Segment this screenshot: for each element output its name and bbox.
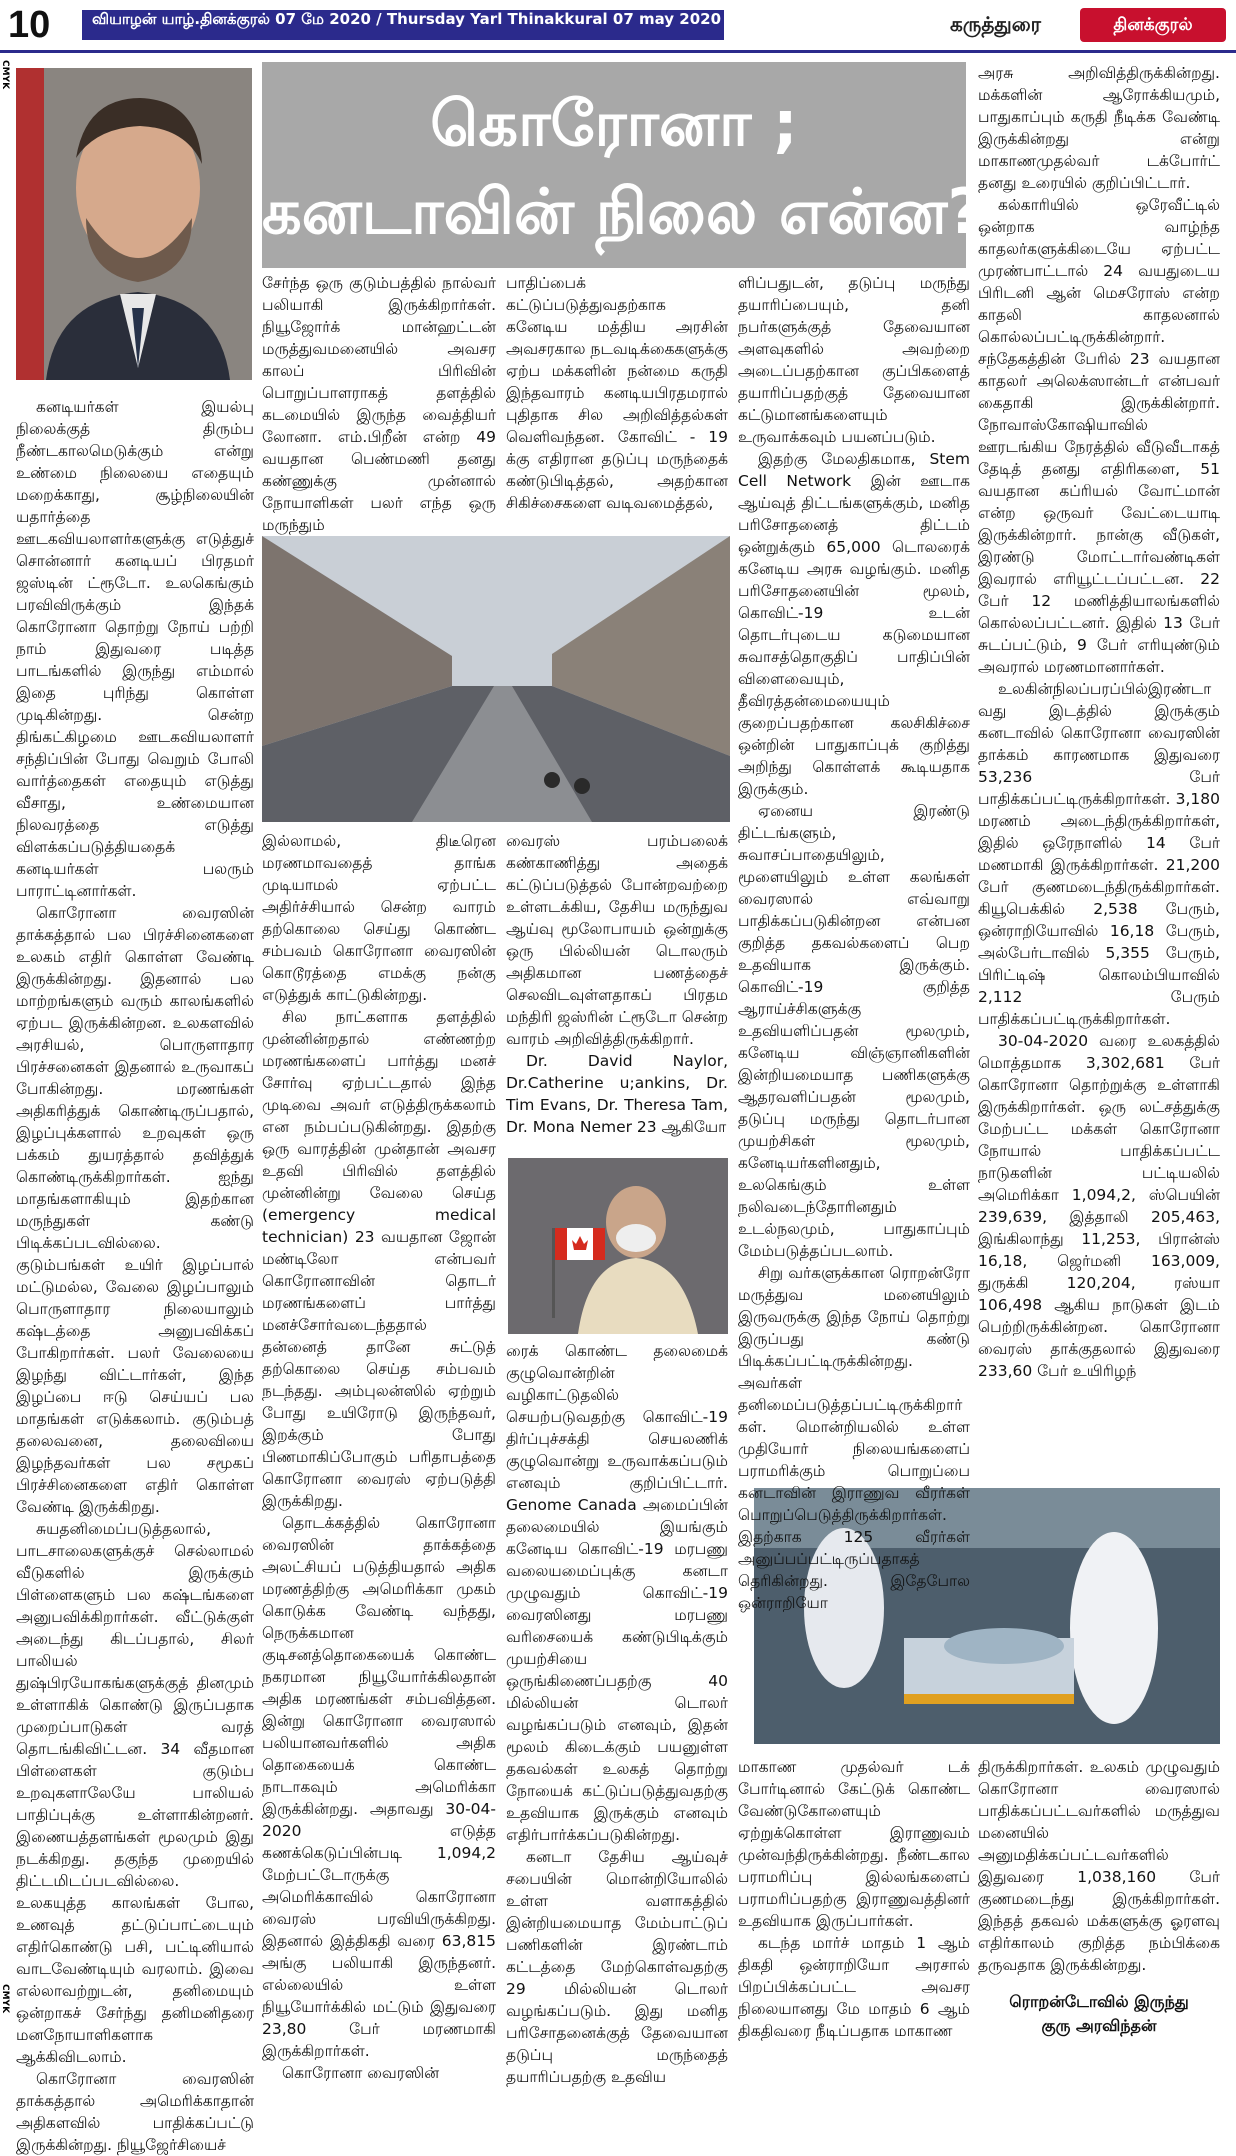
article-column-5-top — [978, 62, 1220, 1478]
newspaper-logo: தினக்குரல் — [1080, 8, 1226, 42]
paragraph: 30-04-2020 வரை உலகத்தில் மொத்தமாக 3,302,681 பேர் கொரோனா தொற்றுக்கு உள்ளாகி இருக்கிறார்கள். ஒரு லட்சத்துக்கு மேற்பட்ட மக்கள் கொரோனா நோயால் பாதிக்கப்பட்ட நாடுகளின் பட்டியலில் அமெரிக்கா 1,094,2, ஸ்பெயின் 239,639, இத்தாலி 205,463, இங்கிலாந்து 11,253, பிரான்ஸ் 16,18, ஜெர்மனி 163,009, துருக்கி 120,204, ரஸ்யா 106,498 ஆகிய நாடுகள் இடம் பெற்றிருக்கின்றன. கொரோனா வைரஸ் தாக்குதலால் இதுவரை 233,60 பேர் உயிரிழந் — [978, 1032, 1220, 1380]
paragraph: சேர்ந்த ஒரு குடும்பத்தில் நால்வர் பலியாகி இருக்கிறார்கள். நியூஜோர்க் மான்ஹட்டன் மருத்துவமனையில் அவசர காலப் பிரிவின் பொறுப்பாளராகத் தளத்தில் கடமையில் இருந்த வைத்தியர் லோனா. எம்.பிறீன் என்ற 49 வயதான பெண்மணி தனது கண்ணுக்கு முன்னால் நோயாளிகள் பலர் எந்த ஒரு மருந்தும் — [262, 274, 496, 534]
article-column-2-bottom — [262, 830, 496, 2082]
paragraph: கல்காரியில் ஒரேவீட்டில் ஒன்றாக வாழ்ந்த காதலர்களுக்கிடையே ஏற்பட்ட முரண்பாட்டால் 24 வயதுடைய பிரிடனி ஆன் மெசரோஸ் என்ற காதலி காதலனால் கொல்லப்பட்டிருக்கின்றார். சந்தேகத்தின் பேரில் 23 வயதான காதலர் அலெக்ஸான்டர் என்பவர் கைதாகி இருக்கின்றார். நோவாஸ்கோஷியாவில் ஊரடங்கிய நேரத்தில் வீடுவீடாகத் தேடித் தனது எதிரிகளை, 51 வயதான கப்ரியல் வோட்மான் என்ற ஒருவர் வேட்டையாடி இருக்கின்றார். நான்கு வீடுகள், இரண்டு மோட்டார்வண்டிகள் இவரால் எரியூட்டப்பட்டன. 22 பேர் 12 மணித்தியாலங்களில் கொல்லப்பட்டனர். இதில் 13 பேர் சுடப்பட்டும், 9 பேர் எரியுண்டும் அவரால் மரணமானார்கள். — [978, 196, 1220, 676]
portrait-illustration — [16, 68, 252, 380]
paragraph: உலகின்நிலப்பரப்பில்இரண்டாவது இடத்தில் இருக்கும் கனடாவில் கொரோனா வைரஸின் தாக்கம் காரணமாக இதுவரை 53,236 பேர் பாதிக்கப்பட்டிருக்கிறார்கள். 3,180 மரணம் அடைந்திருக்கிறார்கள், இதில் ஒரேநாளில் 14 பேர் மணமாகி இருக்கிறார்கள். 21,200 பேர் குணமடைந்திருக்கிறார்கள். கியூபெக்கில் 2,538 பேரும், ஒன்ராறியோவில் 16,18 பேரும், அல்பேர்டாவில் 5,355 பேரும், பிரிட்டிஷ் கொலம்பியாவில் 2,112 பேரும் பாதிக்கப்பட்டிருக்கிறார்கள். — [978, 680, 1220, 1028]
paragraph: கடந்த மார்ச் மாதம் 1 ஆம் திகதி ஒன்ராறியோ அரசால் பிறப்பிக்கப்பட்ட அவசர நிலையானது மே மாதம் 6 ஆம் திகதிவரை நீடிப்பதாக மாகாண — [738, 1934, 970, 2040]
registration-mark-bottom — [0, 1984, 12, 2016]
paragraph: இதற்கு மேலதிகமாக, Stem Cell Network இன் ஊடாக ஆய்வுத் திட்டங்களுக்கும், மனித பரிசோதனைத் திட்டம் ஒன்றுக்கும் 65,000 டொலரைக் கனேடிய அரசு வழங்கும். மனித பரிசோதனையின் மூலம், கொவிட்-19 உடன் தொடர்புடைய கடுமையான சுவாசத்தொகுதிப் பாதிப்பின் விளைவையும், தீவிரத்தன்மையையும் குறைப்பதற்கான கலசிகிச்சை ஒன்றின் பாதுகாப்புக் குறித்து அறிந்து கொள்ளக் கூடியதாக இருக்கும். — [738, 450, 970, 798]
paragraph: கொரோனா வைரஸின் தாக்கத்தால் பல பிரச்சினைகளை உலகம் எதிர் கொள்ள வேண்டி இருக்கின்றது. இதனால் பல மாற்றங்களும் வரும் காலங்களில் ஏற்பட இருக்கின்றன. உலகளவில் அரசியல், பொருளாதார பிரச்சனைகள் இதனால் உருவாகப் போகின்றது. மரணங்கள் அதிகரித்துக் கொண்டிருப்பதால், இழப்புக்களால் உறவுகள் ஒரு பக்கம் துயரத்தால் தவித்துக் கொண்டிருக்கிறார்கள். ஐந்து மாதங்களாகியும் இதற்கான மருந்துகள் கண்டு பிடிக்கப்படவில்லை. குடும்பங்கள் உயிர் இழப்பால் மட்டுமல்ல, வேலை இழப்பாலும் பொருளாதார நிலையாலும் கஷ்டத்தை அனுபவிக்கப் போகிறார்கள். பலர் வேலையை இழந்து விட்டார்கள், இந்த இழப்பை ஈடு செய்யப் பல மாதங்கள் எடுக்கலாம். குடும்பத் தலைவனை, தலைவியை இழந்தவர்கள் பல சமூகப் பிரச்சினைகளை எதிர் கொள்ள வேண்டி இருக்கிறது. — [16, 904, 254, 1516]
headline-line-2: கனடாவின் நிலை என்ன? — [262, 175, 984, 248]
masked-person-illustration — [508, 1158, 728, 1334]
section-name: கருத்துரை — [950, 12, 1041, 36]
paragraph: சில நாட்களாக தளத்தில் முன்னின்றதால் எண்ணற்ற மரணங்களைப் பார்த்து மனச் சோர்வு ஏற்பட்டதால் இந்த முடிவை அவர் எடுத்திருக்கலாம் என நம்பப்படுகின்றது. இதற்கு ஒரு வாரத்தின் முன்தான் அவசர உதவி பிரிவில் தளத்தில் முன்னின்று வேலை செய்த (emergency medical technician) 23 வயதான ஜோன் மண்டிலோ என்பவர் கொரோனாவின் தொடர் மரணங்களைப் பார்த்து மனச்சோர்வடைந்ததால் தன்னைத் தானே சுட்டுத் தற்கொலை செய்த சம்பவம் நடந்தது. அம்புலன்ஸில் ஏற்றும் போது உயிரோடு இருந்தவர், இறக்கும் போது பிணமாகிப்போகும் பரிதாபத்தை கொரோனா வைரஸ் ஏற்படுத்தி இருக்கிறது. — [262, 1008, 496, 1510]
page-number: 10 — [8, 4, 51, 46]
paragraph: தொடக்கத்தில் கொரோனா வைரஸின் தாக்கத்தை அலட்சியப் படுத்தியதால் அதிக மரணத்திற்கு அமெரிக்கா முகம் கொடுக்க வேண்டி வந்தது, நெருக்கமான குடிசனத்தொகையைக் கொண்ட நகரமான நியூயோர்க்கிலதான் அதிக மரணங்கள் சம்பவித்தன. இன்று கொரோனா வைரஸால் பலியானவர்களில் அதிக தொகையைக் கொண்ட நாடாகவும் அமெரிக்கா இருக்கின்றது. அதாவது 30-04-2020 எடுத்த கணக்கெடுப்பின்படி 1,094,2 மேற்பட்டோருக்கு அமெரிக்காவில் கொரோனா வைரஸ் பரவியிருக்கிறது. இதனால் இத்திகதி வரை 63,815 அங்கு பலியாகி இருந்தனர். எல்லையில் உள்ள நியூயோர்க்கில் மட்டும் இதுவரை 23,80 பேர் மரணமாகி இருக்கிறார்கள். — [262, 1514, 496, 2060]
byline-location: ரொறன்டோவில் இருந்து — [1009, 1992, 1189, 2011]
paragraph: கொரோனா வைரஸின் — [282, 2064, 440, 2082]
article-column-1 — [16, 396, 254, 2154]
masthead-rule — [0, 50, 1236, 53]
paragraph: ளிப்பதுடன், தடுப்பு மருந்து தயாரிப்பையும், தனி நபர்களுக்குத் தேவையான அளவுகளில் அவற்றை அடைப்பதற்கான குப்பிகளைத் தயாரிப்பதற்குத் தேவையான கட்டுமானங்களையும் உருவாக்கவும் பயனப்படும். — [738, 274, 970, 446]
article-column-3-middle — [506, 830, 728, 1150]
paragraph: பாதிப்பைக் கட்டுப்படுத்துவதற்காக கனேடிய மத்திய அரசின் அவசரகால நடவடிக்கைகளுக்கு ஏற்ப மக்களின் நன்மை கருதி இந்தவாரம் கனடியபிரதமரால் புதிதாக சில அறிவித்தல்கள் வெளிவந்தன. கோவிட் - 19 க்கு எதிரான தடுப்பு மருந்தைக் கண்டுபிடித்தல், அதற்கான சிகிச்சைகளை வடிவமைத்தல், — [506, 274, 728, 512]
paragraph: சிறு வர்களுக்கான ரொறன்ரோ மருத்துவ மனையிலும் இருவருக்கு இந்த நோய் தொற்று இருப்பது கண்டு பிடிக்கப்பட்டிருக்கின்றது. அவர்கள் தனிமைப்படுத்தப்பட்டிருக்கிறார்கள். மொன்றியலில் உள்ள முதியோர் நிலையங்களைப் பராமரிக்கும் பொறுப்பை கனடாவின் இராணுவ வீரர்கள் பொறுப்பெடுத்திருக்கிறார்கள். இதற்காக 125 வீரர்கள் அனுப்பப்பட்டிருப்பதாகத் தெரிகின்றது. இதேபோல ஒன்ராறியோ — [738, 1264, 970, 1612]
paragraph: இல்லாமல், திடீரென மரணமாவதைத் தாங்க முடியாமல் ஏற்பட்ட அதிர்ச்சியால் சென்ற வாரம் தற்கொலை செய்து கொண்ட சம்பவம் கொரோனா வைரஸின் கொடூரத்தை எமக்கு நன்கு எடுத்துக் காட்டுகின்றது. — [262, 832, 496, 1004]
paragraph: ஏனைய இரண்டு திட்டங்களும், சுவாசப்பாதையிலும், மூளையிலும் உள்ள கலங்கள் வைரஸால் எவ்வாறு பாதிக்கப்படுகின்றன என்பன குறித்த தகவல்களைப் பெற உதவியாக இருக்கும். கொவிட்-19 குறித்த ஆராய்ச்சிகளுக்கு உதவியளிப்பதன் மூலமும், கனேடிய விஞ்ஞானிகளின் இன்றியமையாத பணிகளுக்கு ஆதரவளிப்பதன் மூலமும், தடுப்பு மருந்து தொடர்பான முயற்சிகள் மூலமும், கனேடியர்களினதும், உலகெங்கும் உள்ள நலிவடைந்தோரினதும் உடல்நலமும், பாதுகாப்பும் மேம்படுத்தப்படலாம். — [738, 802, 970, 1260]
registration-mark-top — [0, 60, 12, 92]
byline-author: குரு அரவிந்தன் — [1041, 2016, 1157, 2035]
article-column-5-bottom — [978, 1756, 1220, 1974]
paragraph: கொரோனா வைரஸின் தாக்கத்தால் அமெரிக்காதான் அதிகளவில் பாதிக்கப்பட்டு இருக்கின்றது. நியூஜேர்சியைச் — [16, 2070, 254, 2154]
street-illustration — [262, 536, 730, 822]
article-column-3-bottom — [506, 1340, 728, 2086]
paragraph: திருக்கிறார்கள். உலகம் முழுவதும் கொரோனா வைரஸால் பாதிக்கப்பட்டவர்களில் மருத்துவ மனையில் அனுமதிக்கப்பட்டவர்களில் இதுவரை 1,038,160 பேர் குணமடைந்து இருக்கிறார்கள். இந்தத் தகவல் மக்களுக்கு ஓரளவு எதிர்காலம் குறித்த நம்பிக்கை தருவதாக இருக்கின்றது. — [978, 1758, 1220, 1974]
paragraph: ரைக் கொண்ட தலைமைக் குழுவொன்றின் வழிகாட்டுதலில் செயற்படுவதற்கு கொவிட்-19 திர்ப்புச்சக்தி செயலணிக் குழுவொன்று உருவாக்கப்படும் எனவும் குறிப்பிட்டார். Genome Canada அமைப்பின் தலைமையில் இயங்கும் கனேடிய கொவிட்-19 மரபணு வலையமைப்புக்கு கனடா முழுவதும் கொவிட்-19 வைரஸினது மரபணு வரிசையைக் கண்டுபிடிக்கும் முயற்சியை ஒருங்கிணைப்பதற்கு 40 மில்லியன் டொலர் வழங்கப்படும் எனவும், இதன் மூலம் கிடைக்கும் பயனுள்ள தகவல்கள் உலகத் தொற்று நோயைக் கட்டுப்படுத்துவதற்கு உதவியாக இருக்கும் எனவும் எதிர்பார்க்கப்படுகின்றது. — [506, 1342, 728, 1844]
registration-mark-label: CMYK — [0, 60, 10, 90]
article-column-2-top — [262, 272, 496, 534]
masthead — [0, 0, 1236, 52]
headline-line-1: கொரோனா ; — [430, 87, 798, 160]
paragraph: கனடா தேசிய ஆய்வுச் சபையின் மொன்றியோலில் உள்ள வளாகத்தில் இன்றியமையாத மேம்பாட்டுப் பணிகளின் இரண்டாம் கட்டத்தை மேற்கொள்வதற்கு 29 மில்லியன் டொலர் வழங்கப்படும். இது மனித பரிசோதனைக்குத் தேவையான தடுப்பு மருந்தைத் தயாரிப்பதற்கு உதவிய — [506, 1848, 728, 2086]
paragraph: சுயதனிமைப்படுத்தலால், பாடசாலைகளுக்குச் செல்லாமல் வீடுகளில் இருக்கும் பிள்ளைகளும் பல கஷ்டங்களை அனுபவிக்கிறார்கள். வீட்டுக்குள் அடைந்து கிடப்பதால், சிலர் பாலியல் துஷ்பிரயோகங்களுக்குத் தினமும் உள்ளாகிக் கொண்டு இருப்பதாக முறைப்பாடுகள் வரத் தொடங்கிவிட்டன. 34 வீதமான பிள்ளைகள் குடும்ப உறவுகளாலேயே பாலியல் பாதிப்புக்கு உள்ளாகின்றனர். இணையத்தளங்கள் மூலமும் இது நடக்கிறது. தகுந்த முறையில் திட்டமிடப்படவில்லை. உலகயுத்த காலங்கள் போல, உணவுத் தட்டுப்பாட்டையும் எதிர்கொண்டு பசி, பட்டினியால் வாடவேண்டியும் வரலாம். இவை எல்லாவற்றுடன், தனிமையும் ஒன்றாகச் சேர்ந்து தனிமனிதரை மனநோயாளிகளாக ஆக்கிவிடலாம். — [16, 1520, 254, 2066]
byline — [978, 1990, 1220, 2038]
registration-mark-label: CMYK — [0, 1984, 10, 2014]
photo-masked-person-flag — [508, 1158, 728, 1334]
photo-portrait — [16, 68, 252, 380]
article-column-4-bottom — [738, 1756, 970, 2066]
paragraph: மாகாண முதல்வர் டக் போர்டினால் கேட்டுக் கொண்ட வேண்டுகோளையும் ஏற்றுக்கொள்ள இராணுவம் முன்வந்திருக்கின்றது. நீண்டகால பராமரிப்பு இல்லங்களைப் பராமரிப்பதற்கு இராணுவத்தினர் உதவியாக இருப்பார்கள். — [738, 1758, 970, 1930]
paragraph: Dr. David Naylor, Dr.Catherine u;ankins, Dr. Tim Evans, Dr. Theresa Tam, Dr. Mona Nemer 23 ஆகியோ — [506, 1052, 728, 1136]
photo-empty-street — [262, 536, 730, 822]
paragraph: அரசு அறிவித்திருக்கின்றது. மக்களின் ஆரோக்கியமும், பாதுகாப்பும் கருதி நீடிக்க வேண்டி இருக்கின்றது என்று மாகாணமுதல்வர் டக்போர்ட் தனது உரையில் குறிப்பிட்டார். — [978, 64, 1220, 192]
article-column-4-top — [738, 272, 970, 1612]
paragraph: கனடியர்கள் இயல்பு நிலைக்குத் திரும்ப நீண்டகாலமெடுக்கும் என்று உண்மை நிலையை எதையும் மறைக்காது, சூழ்நிலையின் யதார்த்தை ஊடகவியலாளர்களுக்கு எடுத்துச் சொன்னார் கனடியப் பிரதமர் ஜஸ்டின் ட்ரூடோ. உலகெங்கும் பரவிவிருக்கும் இந்தக் கொரோனா தொற்று நோய் பற்றி நாம் இதுவரை படித்த பாடங்களில் இருந்து எம்மால் இதை புரிந்து கொள்ள முடிகின்றது. சென்ற திங்கட்கிழமை ஊடகவியலாளர் சந்திப்பின் போது வெறும் போலி வார்த்தைகள் எதையும் எடுத்து வீசாது, உண்மையான நிலவரத்தை எடுத்து விளக்கப்படுத்தியதைக் கனடியர்கள் பலரும் பாராட்டினார்கள். — [16, 398, 254, 900]
dateline: வியாழன் யாழ்.தினக்குரல் 07 மே 2020 / Thursday Yarl Thinakkural 07 may 2020 — [92, 10, 722, 28]
paragraph: வைரஸ் பரம்பலைக் கண்காணித்து அதைக் கட்டுப்படுத்தல் போன்றவற்றை உள்ளடக்கிய, தேசிய மருந்துவ ஆய்வு மூலோபாயம் ஒன்றுக்கு ஒரு பில்லியன் டொலரும் அதிகமான பணத்தைச் செலவிடவுள்ளதாகப் பிரதம மந்திரி ஜஸ்ரின் ட்ரூடோ சென்ற வாரம் அறிவித்திருக்கிறார். — [506, 832, 728, 1048]
article-column-3-top — [506, 272, 728, 528]
